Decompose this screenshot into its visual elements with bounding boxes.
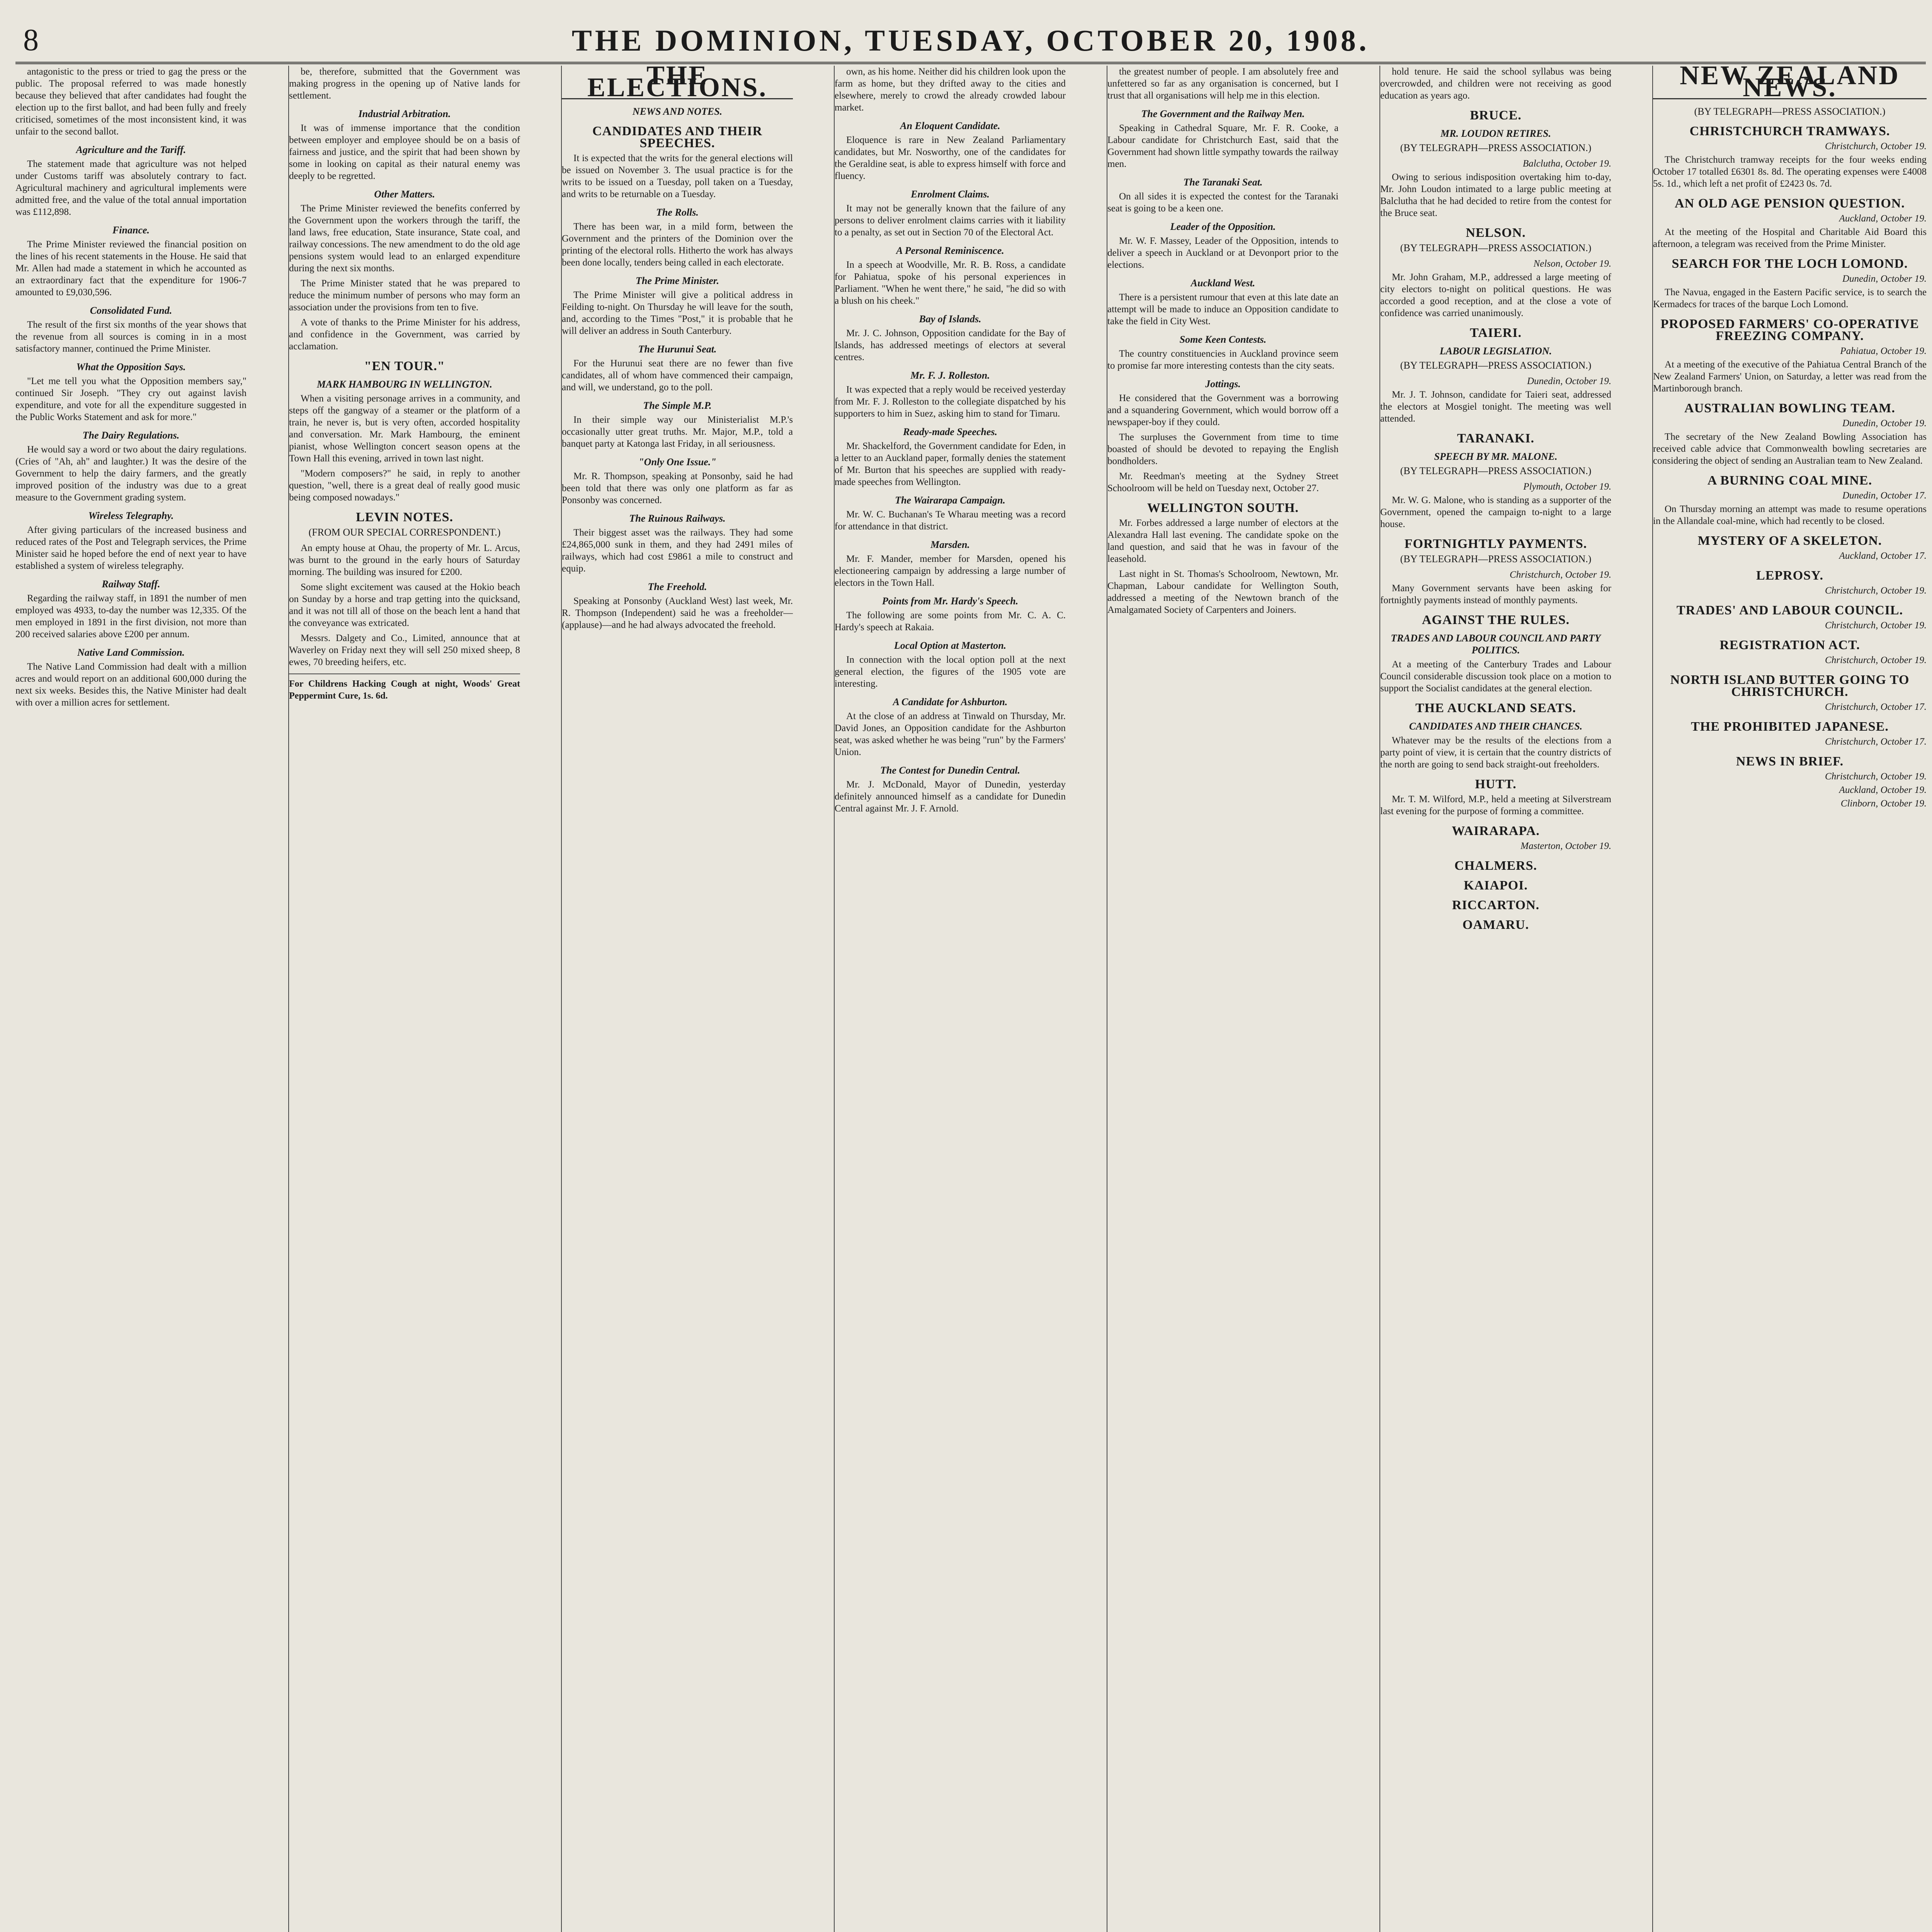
subheading: The Wairarapa Campaign. (895, 495, 1005, 506)
column-3 (561, 66, 793, 1932)
subheading: Wireless Telegraphy. (88, 510, 174, 521)
dateline: Christchurch, October 19. (1825, 620, 1927, 631)
subheading: The Taranaki Seat. (1183, 177, 1263, 188)
subheading: Enrolment Claims. (911, 189, 990, 200)
paragraph: The Prime Minister will give a political address in Feilding to-night. On Thursday he will leave for the south, and, according to the Times "Post," it is probable that he will deliver an address in South Canterbury. (562, 290, 793, 336)
paragraph: The Prime Minister stated that he was prepared to reduce the minimum number of persons who may form an association under the provisions from ten to five. (289, 278, 520, 313)
subheading: Mr. F. J. Rolleston. (910, 370, 990, 381)
paragraph: He considered that the Government was a borrowing and a squandering Government, which would borrow off a newspaper-boy if they could. (1107, 393, 1338, 427)
subheading: The Rolls. (656, 207, 699, 218)
section-heading: LEPROSY. (1756, 568, 1823, 583)
section-heading: OAMARU. (1462, 918, 1529, 932)
subheading: An Eloquent Candidate. (900, 120, 1000, 131)
section-heading: NEWS IN BRIEF. (1736, 754, 1844, 769)
paragraph: When a visiting personage arrives in a community, and steps off the gangway of a steamer or the platform of a train, he never is, but is very often, accorded hospitality and conversation. Mr. Mark Hambourg, the eminent pianist, whose Wellington concert season opens at the Town Hall this evening, arrived in town last night. (289, 393, 520, 464)
paragraph: Owing to serious indisposition overtaking him to-day, Mr. John Loudon intimated to a large public meeting at Balclutha that he had decided to retire from the contest for the Bruce seat. (1380, 172, 1611, 218)
dateline: Christchurch, October 19. (1825, 585, 1927, 596)
paragraph: The Prime Minister reviewed the benefits conferred by the Government upon the workers through the tariff, the land laws, free education, State insurance, State coal, and railway concessions. The new amendment to do the old age pensions system would lead to an enlarged expenditure during the next six months. (289, 203, 520, 274)
dateline: Dunedin, October 19. (1527, 376, 1611, 386)
subheading: Native Land Commission. (77, 647, 185, 658)
subheading: CANDIDATES AND THEIR CHANCES. (1409, 721, 1583, 732)
dateline: Christchurch, October 19. (1825, 655, 1927, 665)
column-1 (15, 66, 247, 1932)
section-heading: HUTT. (1475, 777, 1517, 791)
paragraph: At a meeting of the Canterbury Trades and Labour Council considerable discussion took place on a motion to support the Socialist candidates at the general election. (1380, 659, 1611, 694)
subheading: Leader of the Opposition. (1170, 221, 1276, 232)
subheading: What the Opposition Says. (76, 361, 186, 372)
paragraph: Speaking at Ponsonby (Auckland West) last week, Mr. R. Thompson (Independent) said he was a freeholder—(applause)—and he had always advocated the freehold. (562, 596, 793, 630)
paragraph: It was expected that a reply would be received yesterday from Mr. F. J. Rolleston to the collegiate dispatched by his supporters to him in Suez, asking him to stand for Timaru. (835, 384, 1066, 419)
paragraph: Some slight excitement was caused at the Hokio beach on Sunday by a horse and trap getting into the quicksand, and it was not till all of those on the beach lent a hand that the conveyance was extricated. (289, 582, 520, 628)
paragraph: The Native Land Commission had dealt with a million acres and would report on an additional 600,000 during the next six weeks. Besides this, the Native Minister had dealt with over a million acres for settlement. (15, 662, 247, 708)
dateline: Dunedin, October 17. (1842, 490, 1927, 501)
paragraph: Mr. J. McDonald, Mayor of Dunedin, yesterday definitely announced himself as a candidate for Dunedin Central against Mr. J. F. Arnold. (835, 779, 1066, 814)
subheading: LABOUR LEGISLATION. (1439, 345, 1552, 357)
paragraph: Mr. Shackelford, the Government candidate for Eden, in a letter to an Auckland paper, formally denies the statement of Mr. Burton that his speeches are supplied with ready-made speeches from Wellington. (835, 441, 1066, 487)
subheading: The Government and the Railway Men. (1141, 108, 1305, 119)
advertisement: For Childrens Hacking Cough at night, Woods' Great Peppermint Cure, 1s. 6d. (289, 673, 520, 702)
byline: (BY TELEGRAPH—PRESS ASSOCIATION.) (1400, 142, 1592, 153)
byline: (FROM OUR SPECIAL CORRESPONDENT.) (308, 527, 501, 538)
paragraph: Messrs. Dalgety and Co., Limited, announce that at Waverley on Friday next they will sell 250 mixed sheep, 8 ewes, 70 breeding heifers, etc. (289, 633, 520, 667)
subheading: A Candidate for Ashburton. (893, 696, 1008, 707)
paragraph: On all sides it is expected the contest for the Taranaki seat is going to be a keen one. (1107, 191, 1338, 214)
subheading: SPEECH BY MR. MALONE. (1434, 451, 1558, 462)
section-heading: CANDIDATES AND THEIR SPEECHES. (592, 124, 763, 150)
paragraph: Mr. J. C. Johnson, Opposition candidate for the Bay of Islands, has addressed meetings of electors at several centres. (835, 328, 1066, 362)
paragraph: There is a persistent rumour that even at this late date an attempt will be made to induce an Opposition candidate to take the field in City West. (1107, 292, 1338, 327)
column-6 (1379, 66, 1611, 1932)
newspaper-title: THE DOMINION, TUESDAY, OCTOBER 20, 1908. (571, 24, 1370, 57)
page-section-title: THE ELECTIONS. (562, 70, 793, 99)
section-heading: REGISTRATION ACT. (1719, 638, 1860, 652)
paragraph: In a speech at Woodville, Mr. R. B. Ross, a candidate for Pahiatua, spoke of his personal experiences in Parliament. "When he went there," he said, "he did so with a blush on his cheek." (835, 260, 1066, 306)
section-heading: A BURNING COAL MINE. (1707, 473, 1872, 488)
section-heading: THE AUCKLAND SEATS. (1415, 701, 1577, 715)
section-heading: BRUCE. (1470, 108, 1522, 122)
subheading: Consolidated Fund. (90, 305, 172, 316)
column-7 (1652, 66, 1927, 1932)
section-heading: SEARCH FOR THE LOCH LOMOND. (1672, 257, 1908, 271)
section-heading: FORTNIGHTLY PAYMENTS. (1404, 537, 1587, 551)
paragraph: It is expected that the writs for the general elections will be issued on November 3. The usual practice is for the writs to be issued on a Tuesday, poll taken on a Tuesday, and writs to be returnable on a Tuesday. (562, 153, 793, 199)
paragraph: Their biggest asset was the railways. They had some £24,865,000 sunk in them, and they had 2491 miles of railways, which had cost £9861 a mile to construct and equip. (562, 527, 793, 574)
paragraph: the greatest number of people. I am absolutely free and unfettered so far as any organisation is concerned, but I trust that all organisations will help me in this election. (1107, 66, 1338, 101)
byline: (BY TELEGRAPH—PRESS ASSOCIATION.) (1400, 553, 1592, 565)
paragraph: On Thursday morning an attempt was made to resume operations in the Allandale coal-mine, which had recently to be closed. (1653, 504, 1927, 526)
paragraph: The following are some points from Mr. C. A. C. Hardy's speech at Rakaia. (835, 610, 1066, 633)
paragraph: At a meeting of the executive of the Pahiatua Central Branch of the New Zealand Farmers' Union, on Saturday, a letter was read from the Martinborough branch. (1653, 359, 1927, 394)
column-4 (834, 66, 1066, 1932)
section-heading: KAIAPOI. (1464, 878, 1528, 893)
paragraph: It may not be generally known that the failure of any persons to deliver enrolment claims carries with it liability to a penalty, as set out in Section 70 of the Electoral Act. (835, 203, 1066, 238)
paragraph: antagonistic to the press or tried to gag the press or the public. The proposal referred to was made honestly because they believed that after candidates had fought the election up to the first ballot, and had been fully and freely criticised, sometimes of the most inconsistent kind, it was unfair to the second ballot. (15, 66, 247, 137)
section-heading: MYSTERY OF A SKELETON. (1697, 534, 1882, 548)
paragraph: The Christchurch tramway receipts for the four weeks ending October 17 totalled £6301 8s. 8d. The operating expenses were £4008 5s. 1d., which left a net profit of £2423 0s. 7d. (1653, 155, 1927, 189)
paragraph: Mr. Reedman's meeting at the Sydney Street Schoolroom will be held on Tuesday next, October 27. (1107, 471, 1338, 493)
subheading: The Prime Minister. (636, 275, 719, 286)
section-heading: "EN TOUR." (364, 359, 445, 373)
dateline: Clinborn, October 19. (1840, 798, 1927, 809)
dateline: Dunedin, October 19. (1842, 418, 1927, 429)
dateline: Christchurch, October 19. (1510, 570, 1611, 580)
subheading: The Hurunui Seat. (638, 344, 717, 355)
byline: (BY TELEGRAPH—PRESS ASSOCIATION.) (1694, 106, 1886, 117)
subheading: "Only One Issue." (638, 456, 716, 468)
subheading: Industrial Arbitration. (358, 108, 451, 119)
paragraph: The Prime Minister reviewed the financial position on the lines of his recent statements in the House. He said that Mr. Allen had made a statement in which he accounted as an extraordinary fact that the expenditure for 1906-7 amounted to £9,030,596. (15, 239, 247, 298)
paragraph: Mr. J. T. Johnson, candidate for Taieri seat, addressed the electors at Mosgiel tonight. The meeting was well attended. (1380, 389, 1611, 424)
paragraph: At the close of an address at Tinwald on Thursday, Mr. David Jones, an Opposition candidate for the Ashburton seat, was asked whether he was being "run" by the Farmers' Union. (835, 711, 1066, 757)
paragraph: It was of immense importance that the condition between employer and employee should be on a basis of fairness and justice, and the spirit that had been shown by some in looking on capital as their natural enemy was deeply to be regretted. (289, 123, 520, 181)
dateline: Christchurch, October 19. (1825, 771, 1927, 782)
section-heading: NELSON. (1466, 226, 1526, 240)
paragraph: Whatever may be the results of the elections from a party point of view, it is certain that the country districts of the north are going to send back straight-out freeholders. (1380, 735, 1611, 770)
subheading: Other Matters. (374, 189, 435, 200)
paragraph: Mr. W. F. Massey, Leader of the Opposition, intends to deliver a speech in Auckland or at Devonport prior to the elections. (1107, 236, 1338, 270)
dateline: Nelson, October 19. (1533, 259, 1611, 269)
subheading: The Contest for Dunedin Central. (880, 765, 1020, 776)
paragraph: For the Hurunui seat there are no fewer than five candidates, all of whom have commenced their campaign, and will, we understand, go to the poll. (562, 358, 793, 393)
paragraph: The Navua, engaged in the Eastern Pacific service, is to search the Kermadecs for traces of the barque Loch Lomond. (1653, 287, 1927, 310)
dateline: Christchurch, October 17. (1825, 702, 1927, 712)
paragraph: Speaking in Cathedral Square, Mr. F. R. Cooke, a Labour candidate for Christchurch East, said that the Government had shown little sympathy towards the railway men. (1107, 123, 1338, 169)
paragraph: In their simple way our Ministerialist M.P.'s occasionally utter great truths. Mr. Major, M.P., told a banquet party at Katonga last Friday, in all seriousness. (562, 415, 793, 449)
dateline: Christchurch, October 17. (1825, 736, 1927, 747)
dateline: Auckland, October 19. (1839, 213, 1927, 224)
paragraph: Mr. F. Mander, member for Marsden, opened his electioneering campaign by addressing a large number of electors in the Town Hall. (835, 554, 1066, 588)
section-heading: NORTH ISLAND BUTTER GOING TO CHRISTCHURCH. (1670, 673, 1910, 699)
subheading: Marsden. (930, 539, 970, 550)
dateline: Masterton, October 19. (1520, 841, 1611, 851)
subheading: Auckland West. (1190, 277, 1255, 289)
paragraph: In connection with the local option poll at the next general election, the figures of the 1905 vote are interesting. (835, 655, 1066, 689)
subheading: Bay of Islands. (919, 313, 981, 325)
dateline: Auckland, October 19. (1839, 785, 1927, 795)
section-heading: PROPOSED FARMERS' CO-OPERATIVE FREEZING COMPANY. (1660, 317, 1919, 343)
subheading: A Personal Reminiscence. (896, 245, 1004, 256)
subheading: Ready-made Speeches. (903, 426, 998, 437)
dateline: Auckland, October 17. (1839, 551, 1927, 561)
paragraph: A vote of thanks to the Prime Minister for his address, and confidence in the Government, was carried by acclamation. (289, 317, 520, 352)
paragraph: "Modern composers?" he said, in reply to another question, "well, there is a great deal of really good music being composed nowadays." (289, 468, 520, 503)
subheading: Local Option at Masterton. (894, 640, 1007, 651)
columns-container (15, 66, 1926, 1932)
dateline: Plymouth, October 19. (1523, 481, 1611, 492)
dateline: Balclutha, October 19. (1522, 158, 1611, 169)
paragraph: "Let me tell you what the Opposition members say," continued Sir Joseph. "They cry out against lavish expenditure, and vote for all the expenditure suggested in the Public Works Statement and ask for more." (15, 376, 247, 422)
subheading: The Ruinous Railways. (629, 513, 726, 524)
section-heading: LEVIN NOTES. (356, 510, 453, 524)
page-section-title: NEW ZEALAND NEWS. (1653, 70, 1927, 99)
paragraph: The secretary of the New Zealand Bowling Association has received cable advice that Commonwealth bowling secretaries are considering the object of sending an Australian team to New Zealand. (1653, 432, 1927, 466)
newspaper-page (15, 12, 1926, 1932)
byline: (BY TELEGRAPH—PRESS ASSOCIATION.) (1400, 465, 1592, 476)
subheading: Finance. (112, 224, 150, 236)
paragraph: The country constituencies in Auckland province seem to promise far more interesting contests than the city seats. (1107, 349, 1338, 371)
subheading: Railway Staff. (102, 578, 160, 590)
paragraph: be, therefore, submitted that the Government was making progress in the opening up of Native lands for settlement. (289, 66, 520, 101)
subheading: Points from Mr. Hardy's Speech. (882, 595, 1019, 607)
paragraph: The surpluses the Government from time to time boasted of should be devoted to repaying the English bondholders. (1107, 432, 1338, 466)
section-heading: AGAINST THE RULES. (1422, 613, 1570, 627)
section-heading: TARANAKI. (1457, 431, 1535, 446)
paragraph: An empty house at Ohau, the property of Mr. L. Arcus, was burnt to the ground in the early hours of Saturday morning. The building was insured for £200. (289, 543, 520, 577)
paragraph: He would say a word or two about the dairy regulations. (Cries of "Ah, ah" and laughter.) It was the desire of the Government to help the dairy farmers, and the greatly improved position of the industry was due to a great measure to the Government grading system. (15, 444, 247, 503)
dateline: Dunedin, October 19. (1842, 274, 1927, 284)
paragraph: Mr. John Graham, M.P., addressed a large meeting of city electors to-night on political questions. He was accorded a good reception, and at the close a vote of confidence was carried unanimously. (1380, 272, 1611, 318)
subheading: Agriculture and the Tariff. (76, 144, 186, 155)
paragraph: There has been war, in a mild form, between the Government and the printers of the Dominion over the printing of the electoral rolls. Hitherto the work has always been done locally, tenders being called in each electorate. (562, 221, 793, 268)
section-heading: AUSTRALIAN BOWLING TEAM. (1684, 401, 1895, 415)
subheading: MR. LOUDON RETIRES. (1440, 128, 1551, 139)
page-number: 8 (23, 23, 42, 57)
paragraph: hold tenure. He said the school syllabus was being overcrowded, and children were not receiving as good education as years ago. (1380, 66, 1611, 101)
paragraph: Mr. W. C. Buchanan's Te Wharau meeting was a record for attendance in that district. (835, 509, 1066, 532)
paragraph: After giving particulars of the increased business and reduced rates of the Post and Telegraph services, the Prime Minister said he hoped before the end of next year to have established a system of wireless telegraphy. (15, 525, 247, 571)
subheading: Jottings. (1205, 378, 1241, 389)
byline: (BY TELEGRAPH—PRESS ASSOCIATION.) (1400, 360, 1592, 371)
paragraph: Mr. R. Thompson, speaking at Ponsonby, said he had been told that there was only one platform as far as Ponsonby was concerned. (562, 471, 793, 505)
subheading: MARK HAMBOURG IN WELLINGTON. (316, 379, 493, 390)
column-2 (288, 66, 520, 1932)
byline: (BY TELEGRAPH—PRESS ASSOCIATION.) (1400, 242, 1592, 253)
paragraph: Mr. Forbes addressed a large number of electors at the Alexandra Hall last evening. The candidate spoke on the land question, and said that he was in favour of the leasehold. (1107, 518, 1338, 564)
section-heading: THE PROHIBITED JAPANESE. (1691, 719, 1889, 734)
paragraph: Last night in St. Thomas's Schoolroom, Newtown, Mr. Chapman, Labour candidate for Wellington South, addressed a meeting of the Newtown branch of the Amalgamated Society of Carpenters and Joiners. (1107, 569, 1338, 615)
section-heading: RICCARTON. (1452, 898, 1540, 912)
paragraph: The result of the first six months of the year shows that the revenue from all sources is coming in in a most satisfactory manner, continued the Prime Minister. (15, 320, 247, 354)
paragraph: At the meeting of the Hospital and Charitable Aid Board this afternoon, a telegram was received from the Prime Minister. (1653, 227, 1927, 249)
column-5 (1107, 66, 1338, 1932)
paragraph: Many Government servants have been asking for fortnightly payments instead of monthly payments. (1380, 583, 1611, 605)
paragraph: Eloquence is rare in New Zealand Parliamentary candidates, but Mr. Nosworthy, one of the candidates for the Geraldine seat, is able to express himself with force and fluency. (835, 135, 1066, 181)
paragraph: Mr. T. M. Wilford, M.P., held a meeting at Silverstream last evening for the purpose of forming a committee. (1380, 794, 1611, 816)
section-heading: TAIERI. (1470, 326, 1522, 340)
section-heading: AN OLD AGE PENSION QUESTION. (1675, 196, 1905, 211)
subheading: The Simple M.P. (643, 400, 712, 411)
section-heading: CHALMERS. (1454, 859, 1537, 873)
subheading: The Dairy Regulations. (82, 430, 180, 441)
masthead (15, 12, 1926, 64)
paragraph: Regarding the railway staff, in 1891 the number of men employed was 4933, to-day the number was 12,335. Of the men employed in 1891 in the first division, not more than 200 received salaries above £200 per annum. (15, 593, 247, 639)
section-heading: CHRISTCHURCH TRAMWAYS. (1689, 124, 1890, 138)
subheading: The Freehold. (648, 581, 707, 592)
paragraph: The statement made that agriculture was not helped under Customs tariff was absolutely contrary to fact. Agricultural machinery and agricultural implements were admitted free, and the value of the total annual importation was £112,898. (15, 159, 247, 217)
dateline: Christchurch, October 19. (1825, 141, 1927, 151)
subheading: NEWS AND NOTES. (632, 106, 723, 117)
dateline: Pahiatua, October 19. (1840, 346, 1927, 356)
subheading: TRADES AND LABOUR COUNCIL AND PARTY POLITICS. (1391, 633, 1601, 656)
paragraph: Mr. W. G. Malone, who is standing as a supporter of the Government, opened the campaign to-night to a large house. (1380, 495, 1611, 529)
paragraph: own, as his home. Neither did his children look upon the farm as home, but they drifted away to the cities and elsewhere, merely to crowd the already crowded labour market. (835, 66, 1066, 113)
section-heading: WELLINGTON SOUTH. (1147, 501, 1299, 515)
subheading: Some Keen Contests. (1179, 334, 1267, 345)
section-heading: TRADES' AND LABOUR COUNCIL. (1676, 603, 1903, 617)
section-heading: WAIRARAPA. (1452, 824, 1540, 838)
